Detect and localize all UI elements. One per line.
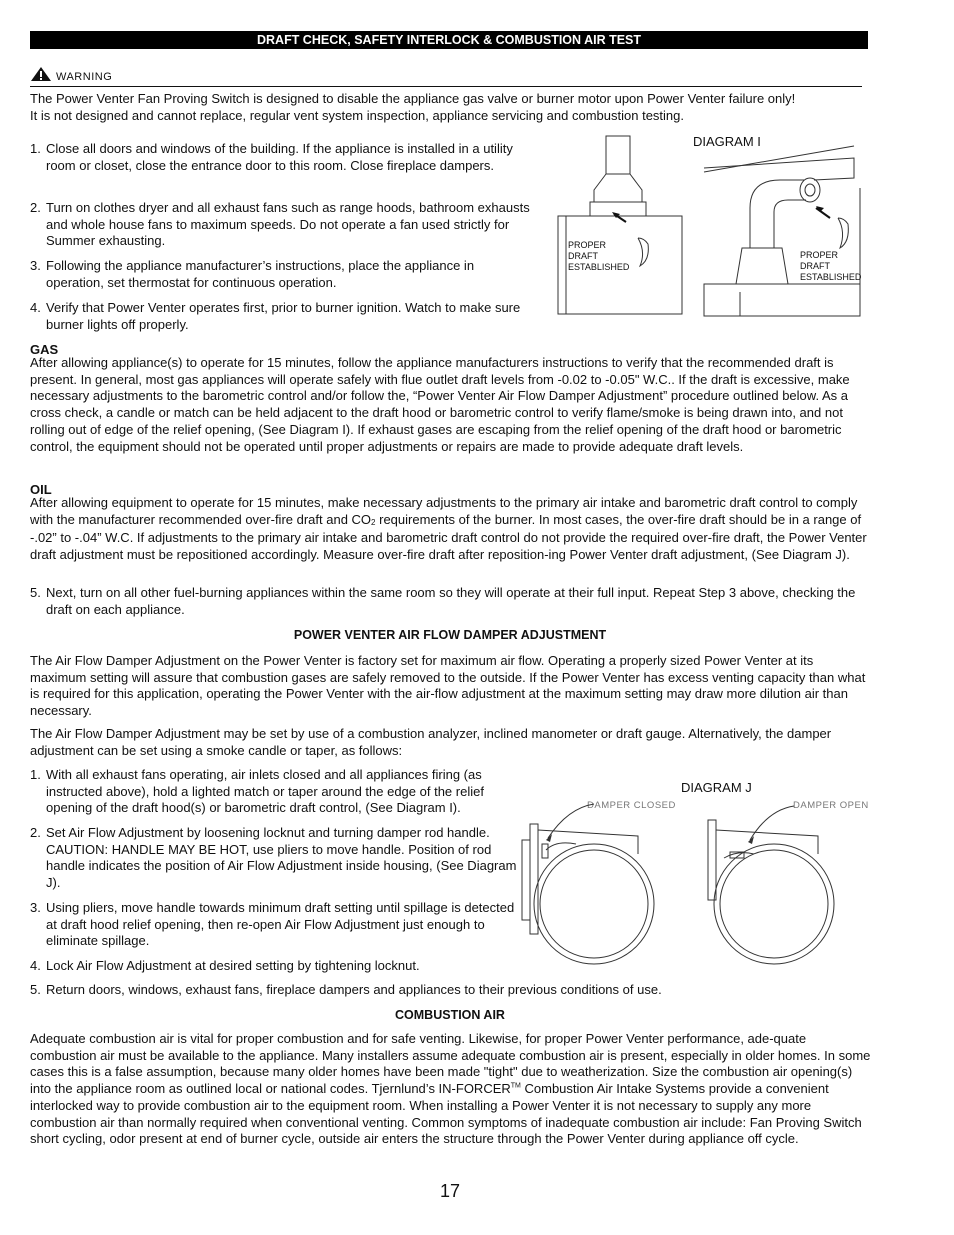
- step-text: With all exhaust fans operating, air inlets closed and all appliances firing (as instructed above), hold a lighted match or taper around the edge of the relief opening of the draft hood(s) or barometric draft control, (See Diagram I).: [46, 767, 484, 816]
- step-text: Verify that Power Venter operates first, prior to burner ignition. Watch to make sure burner lights off properly.: [46, 300, 521, 332]
- step-3: [30, 258, 530, 291]
- step-2: [30, 200, 530, 250]
- page-number: 17: [439, 1181, 461, 1201]
- warning-line-1: The Power Venter Fan Proving Switch is designed to disable the appliance gas valve or burner motor upon Power Venter failure only!: [30, 91, 796, 106]
- step-text: Following the appliance manufacturer’s instructions, place the appliance in operation, set thermostat for continuous operation.: [46, 258, 475, 290]
- step-number: 3.: [30, 900, 41, 915]
- step-number: 2.: [30, 200, 41, 215]
- damper-step-4: [30, 958, 522, 975]
- step-number: 3.: [30, 258, 41, 273]
- step-number: 4.: [30, 958, 41, 973]
- damper-closed-label: DAMPER CLOSED: [587, 800, 676, 811]
- diagram-i-right-label: PROPER DRAFT ESTABLISHED: [800, 250, 862, 282]
- step-number: 1.: [30, 141, 41, 156]
- diagram-j-illustration: [518, 800, 870, 968]
- damper-paragraph-2: The Air Flow Damper Adjustment may be set by use of a combustion analyzer, inclined manometer or draft gauge. Alternatively, the damper adjustment can be set using a smoke candle or taper, as follows:: [30, 726, 832, 758]
- damper-paragraph-1: The Air Flow Damper Adjustment on the Power Venter is factory set for maximum air flow. Operating a properly sized Power Venter at its maximum setting will assure that combustion gases are safely removed to the outside. If the Power Venter has excess venting capacity than what is required for this application, operating the Power Venter with the air-flow adjustment at the maximum setting may draw more dilution air than necessary.: [30, 653, 866, 719]
- step-text: Close all doors and windows of the building. If the appliance is installed in a utility room or closet, close the entrance door to this room. Close fireplace dampers.: [46, 141, 513, 173]
- gas-paragraph: After allowing appliance(s) to operate for 15 minutes, follow the appliance manufacturers instructions to verify that the recommended draft is present. In general, most gas appliances will operate safely with flue outlet draft levels from -0.02 to -0.05" W.C.. If the draft is excessive, make necessary adjustments to the barometric control and/or follow the, “Power Venter Air Flow Damper Adjustment” procedure outlined below. As a cross check, a candle or match can be held adjacent to the draft hood or barometric control to verify flame/smoke is being drawn into, and not rolling out of edge of the relief opening, (See Diagram I). If exhaust gases are escaping from the relief opening of the draft hood or barometric control, the equipment should not be operated until proper adjustments or repairs are made to provide adequate draft levels.: [30, 355, 850, 454]
- warning-triangle-icon: [30, 66, 52, 82]
- step-text: Set Air Flow Adjustment by loosening locknut and turning damper rod handle. CAUTION: HANDLE MAY BE HOT, use pliers to move handle. Position of rod handle indicates the position of Air Flow Adjustment inside housing, (See Diagram J).: [46, 825, 517, 891]
- step-number: 2.: [30, 825, 41, 840]
- step-text: Using pliers, move handle towards minimum draft setting until spillage is detected at draft hood relief opening, then re-open Air Flow Adjustment just enough to eliminate spillage.: [46, 900, 515, 949]
- warning-line-2: It is not designed and cannot replace, regular vent system inspection, appliance servicing and combustion testing.: [30, 108, 684, 123]
- diagram-i-title: DIAGRAM I: [693, 134, 761, 149]
- step-number: 5.: [30, 982, 41, 997]
- section-header: DRAFT CHECK, SAFETY INTERLOCK & COMBUSTION AIR TEST: [30, 31, 868, 49]
- step-5: [30, 585, 870, 618]
- damper-step-2: [30, 825, 518, 892]
- diagram-i-illustration: [554, 128, 864, 320]
- step-4: [30, 300, 542, 333]
- step-number: 4.: [30, 300, 41, 315]
- step-number: 1.: [30, 767, 41, 782]
- damper-open-label: DAMPER OPEN: [793, 800, 869, 811]
- warning-row: [30, 66, 862, 87]
- oil-heading: OIL: [30, 482, 52, 497]
- step-text: Return doors, windows, exhaust fans, fireplace dampers and appliances to their previous conditions of use.: [46, 982, 662, 997]
- damper-step-5: [30, 982, 870, 999]
- step-1: [30, 141, 530, 174]
- gas-heading: GAS: [30, 342, 59, 357]
- combustion-heading: COMBUSTION AIR: [395, 1008, 505, 1022]
- diagram-j-title: DIAGRAM J: [681, 780, 752, 795]
- diagram-i-left-label: PROPER DRAFT ESTABLISHED: [568, 240, 630, 272]
- step-text: Lock Air Flow Adjustment at desired setting by tightening locknut.: [46, 958, 420, 973]
- damper-heading: POWER VENTER AIR FLOW DAMPER ADJUSTMENT: [293, 628, 607, 642]
- combustion-paragraph: Adequate combustion air is vital for proper combustion and for safe venting. Likewise, for proper Power Venter performance, ade-quate combustion air must be available to the appliance. Many installers assume adequate combustion air is present, especially in older homes. In some cases this is a false assumption, because many older homes have been made "tight" due to weatherization. Size the combustion air opening(s) into the appliance room as outlined local or national codes. Tjernlund’s IN-FORCER™ Combustion Air Intake Systems provide a convenient interlocked way to provide combustion air to the equipment room. When installing a Power Venter it is not necessary to supply any more combustion air than normally required when conventional venting. Common symptoms of inadequate combustion air include: Fan Proving Switch short cycling, odor present at end of burner cycle, outside air enters the structure through the Power Venter during appliance off cycle.: [30, 1031, 871, 1147]
- step-text: Turn on clothes dryer and all exhaust fans such as range hoods, bathroom exhausts and whole house fans to maximum speeds. Do not operate a fan used strictly for Summer exhausting.: [46, 200, 530, 249]
- warning-label: WARNING: [56, 71, 113, 83]
- step-number: 5.: [30, 585, 41, 600]
- damper-step-1: [30, 767, 522, 817]
- step-text: Next, turn on all other fuel-burning appliances within the same room so they will operate at their full input. Repeat Step 3 above, checking the draft on each appliance.: [46, 585, 856, 617]
- damper-step-3: [30, 900, 522, 950]
- oil-paragraph: After allowing equipment to operate for 15 minutes, make necessary adjustments to the primary air intake and barometric draft control to comply with the manufacturer recommended over-fire draft and $CO_2$ requirements of the burner. In most cases, the over-fire draft should be in a range of -.02” to -.04” W.C. If adjustments to the primary air intake and barometric draft control do not provide the required over-fire draft, the Power Venter draft adjustment must be repositioned accordingly. Measure over-fire draft after reposition-ing Power Venter draft adjustment, (See Diagram J).: [30, 495, 867, 563]
